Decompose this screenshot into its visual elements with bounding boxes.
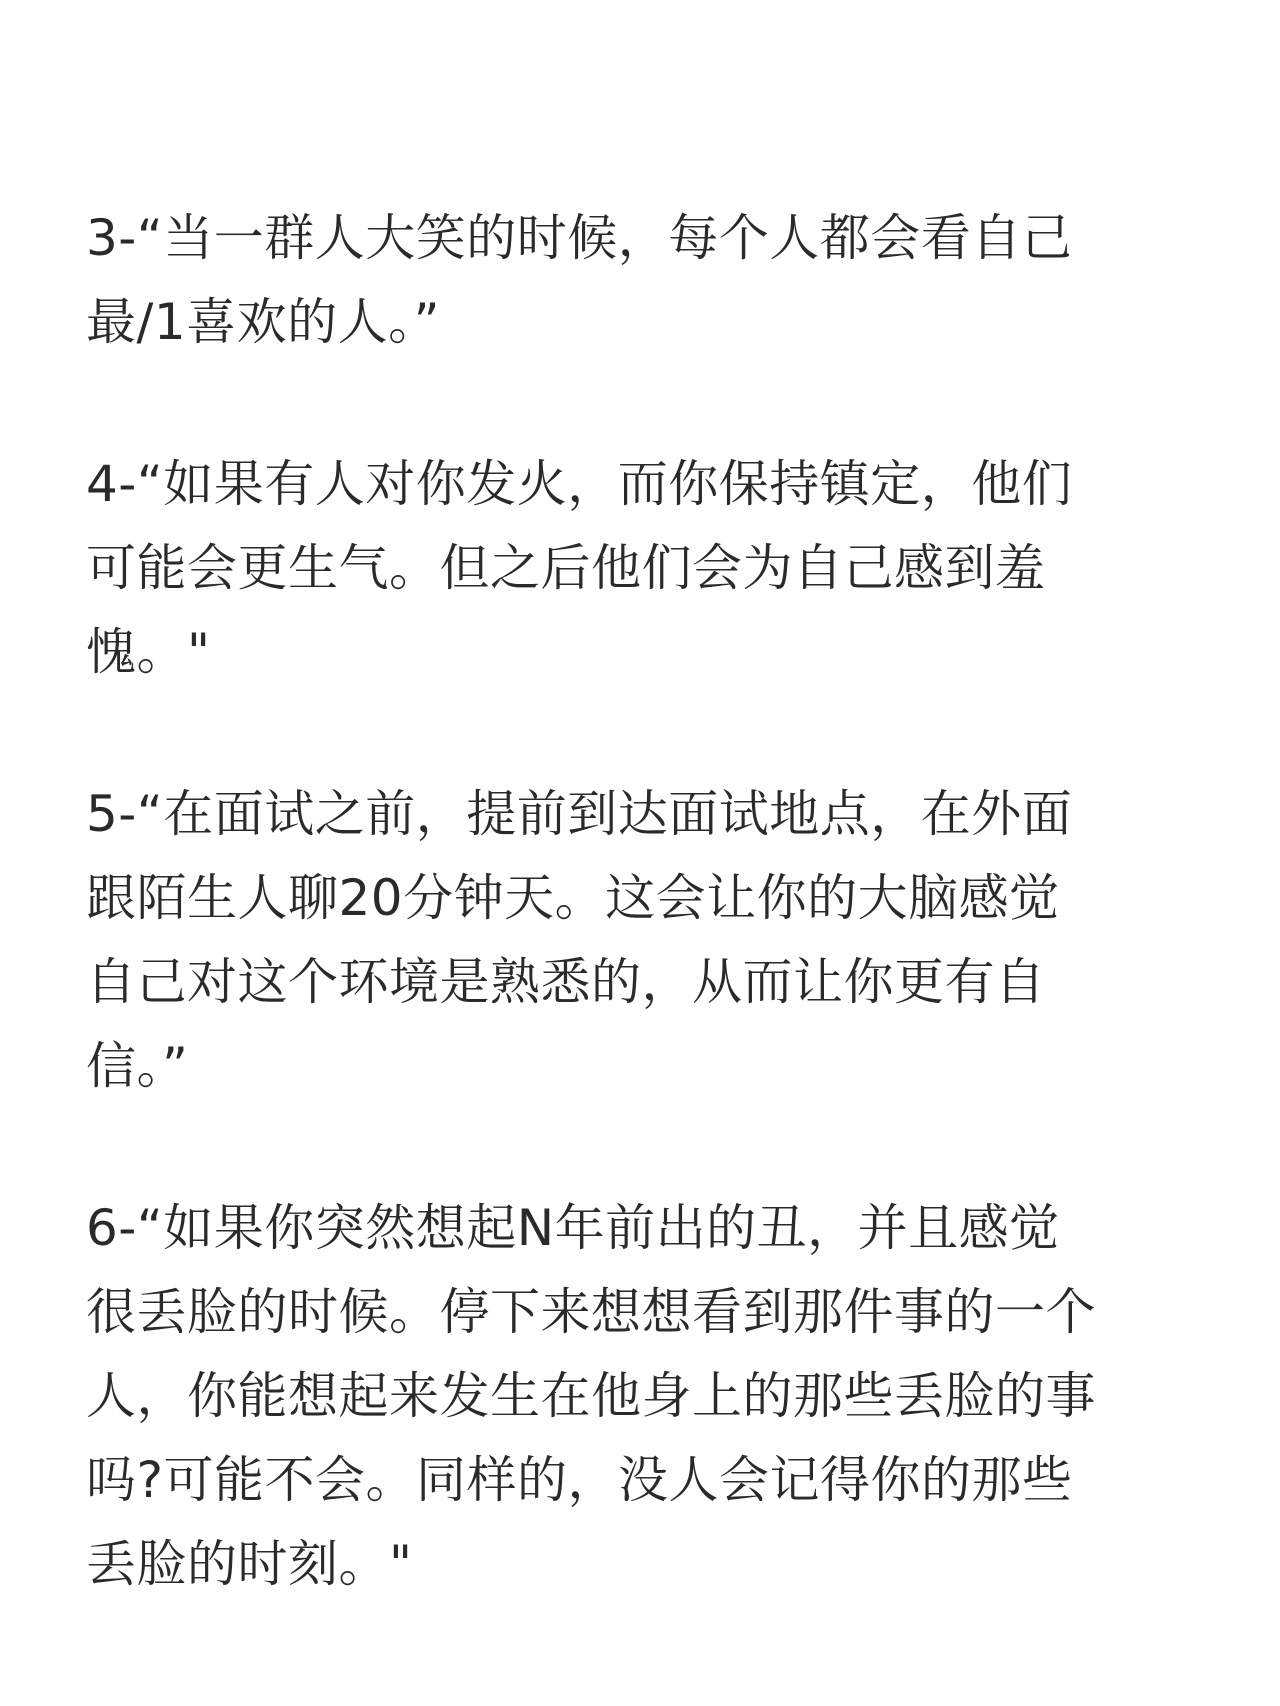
tip-paragraph-5: 5-“在面试之前，提前到达面试地点，在外面 跟陌生人聊20分钟天。这会让你的大脑感觉 自己对这个环境是熟悉的，从而让你更有自 信。”	[86, 785, 1073, 1095]
text-body	[86, 196, 1206, 1606]
tip-paragraph-6: 6-“如果你突然想起N年前出的丑，并且感觉 很丢脸的时候。停下来想想看到那件事的一个 人，你能想起来发生在他身上的那些丢脸的事 吗?可能不会。同样的，没人会记得你的那些 丢脸的时刻。"	[86, 1199, 1096, 1593]
tip-paragraph-3: 3-“当一群人大笑的时候，每个人都会看自己 最/1喜欢的人。”	[86, 209, 1073, 351]
tip-paragraph-4: 4-“如果有人对你发火，而你保持镇定，他们 可能会更生气。但之后他们会为自己感到羞 愧。"	[86, 455, 1073, 681]
